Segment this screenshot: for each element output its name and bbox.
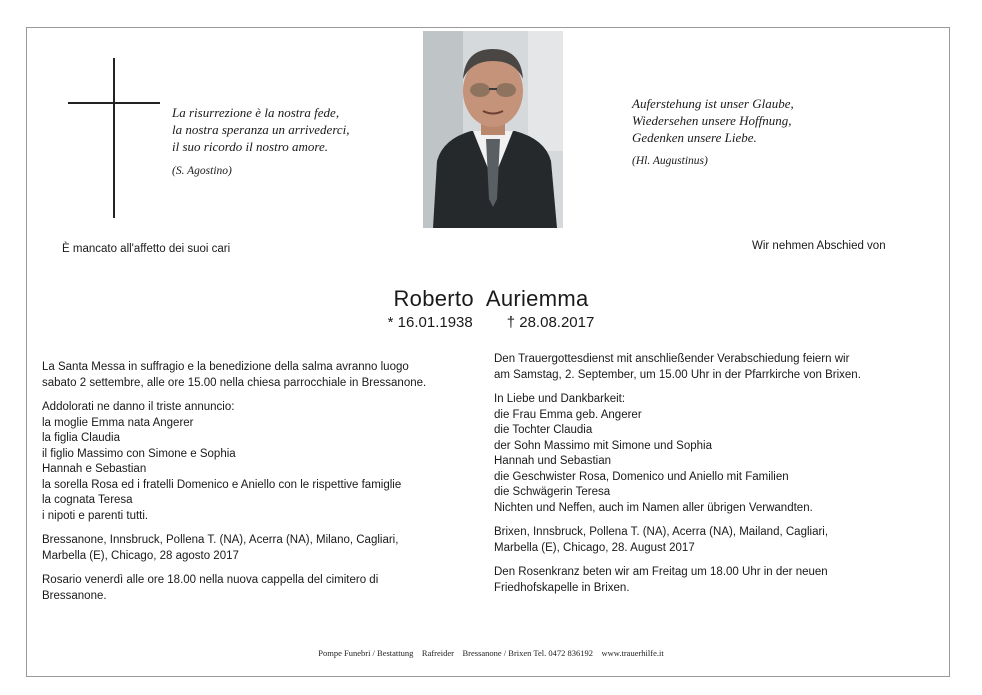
text-line: La Santa Messa in suffragio e la benedizione della salma avranno luogo — [42, 361, 409, 373]
first-name: Roberto — [393, 286, 474, 311]
italian-intro: È mancato all'affetto dei suoi cari — [62, 243, 231, 255]
death-date: † 28.08.2017 — [506, 314, 595, 331]
quote-line: la nostra speranza un arrivederci, — [172, 122, 350, 137]
text-line: la cognata Teresa — [42, 494, 133, 506]
cross-icon — [113, 58, 115, 218]
german-mass-notice — [494, 352, 934, 383]
german-intro: Wir nehmen Abschied von — [752, 240, 886, 252]
text-line: il figlio Massimo con Simone e Sophia — [42, 447, 236, 460]
quote-line: Wiedersehen unsere Hoffnung, — [632, 113, 792, 128]
quote-line: il suo ricordo il nostro amore. — [172, 139, 329, 154]
german-quote-source: (Hl. Augustinus) — [632, 155, 708, 167]
text-line: In Liebe und Dankbarkeit: — [494, 393, 626, 405]
text-line: Den Rosenkranz beten wir am Freitag um 18.00 Uhr in der neuen — [494, 566, 828, 578]
german-place-date — [494, 525, 934, 556]
italian-mass-notice — [42, 360, 472, 391]
last-name: Auriemma — [485, 286, 589, 311]
german-quote — [632, 95, 794, 146]
text-line: Hannah und Sebastian — [494, 455, 612, 467]
german-column — [494, 352, 934, 605]
text-line: Bressanone. — [42, 589, 107, 602]
text-line: Brixen, Innsbruck, Pollena T. (NA), Acerra (NA), Mailand, Cagliari, — [494, 526, 829, 538]
text-line: Friedhofskapelle in Brixen. — [494, 581, 630, 594]
text-line: la sorella Rosa ed i fratelli Domenico e Aniello con le rispettive famiglie — [42, 478, 402, 491]
text-line: die Schwägerin Teresa — [494, 486, 611, 498]
birth-date: * 16.01.1938 — [387, 314, 473, 331]
portrait-photo — [423, 31, 563, 228]
quote-line: La risurrezione è la nostra fede, — [172, 105, 340, 120]
text-line: am Samstag, 2. September, um 15.00 Uhr in der Pfarrkirche von Brixen. — [494, 368, 861, 381]
text-line: i nipoti e parenti tutti. — [42, 509, 149, 522]
text-line: sabato 2 settembre, alle ore 15.00 nella chiesa parrocchiale in Bressanone. — [42, 376, 427, 389]
italian-quote — [172, 104, 350, 155]
portrait-image — [423, 31, 563, 228]
german-mourners — [494, 392, 934, 516]
text-line: Rosario venerdì alle ore 18.00 nella nuova cappella del cimitero di — [42, 574, 379, 586]
text-line: Bressanone, Innsbruck, Pollena T. (NA), Acerra (NA), Milano, Cagliari, — [42, 534, 399, 546]
text-line: la moglie Emma nata Angerer — [42, 416, 194, 429]
funeral-home-footer: Pompe Funebri / Bestattung Rafreider Bressanone / Brixen Tel. 0472 836192 www.trauerhilfe.it — [318, 648, 664, 658]
cross-icon-bar — [68, 102, 160, 104]
italian-rosary — [42, 573, 472, 604]
text-line: Den Trauergottesdienst mit anschließender Verabschiedung feiern wir — [494, 353, 850, 365]
text-line: die Frau Emma geb. Angerer — [494, 408, 642, 421]
italian-column — [42, 360, 472, 613]
italian-mourners — [42, 400, 472, 524]
deceased-name — [330, 286, 652, 312]
text-line: Marbella (E), Chicago, 28 agosto 2017 — [42, 549, 239, 562]
text-line: Marbella (E), Chicago, 28. August 2017 — [494, 541, 695, 554]
text-line: Hannah e Sebastian — [42, 463, 147, 475]
german-rosary — [494, 565, 934, 596]
text-line: Addolorati ne danno il triste annuncio: — [42, 401, 235, 413]
italian-place-date — [42, 533, 472, 564]
text-line: der Sohn Massimo mit Simone und Sophia — [494, 439, 712, 452]
text-line: la figlia Claudia — [42, 432, 120, 444]
text-line: die Tochter Claudia — [494, 424, 593, 436]
text-line: Nichten und Neffen, auch im Namen aller übrigen Verwandten. — [494, 501, 813, 514]
quote-line: Auferstehung ist unser Glaube, — [632, 96, 794, 111]
italian-quote-source: (S. Agostino) — [172, 165, 232, 177]
life-dates — [330, 314, 652, 331]
text-line: die Geschwister Rosa, Domenico und Aniello mit Familien — [494, 470, 789, 483]
quote-line: Gedenken unsere Liebe. — [632, 130, 757, 145]
